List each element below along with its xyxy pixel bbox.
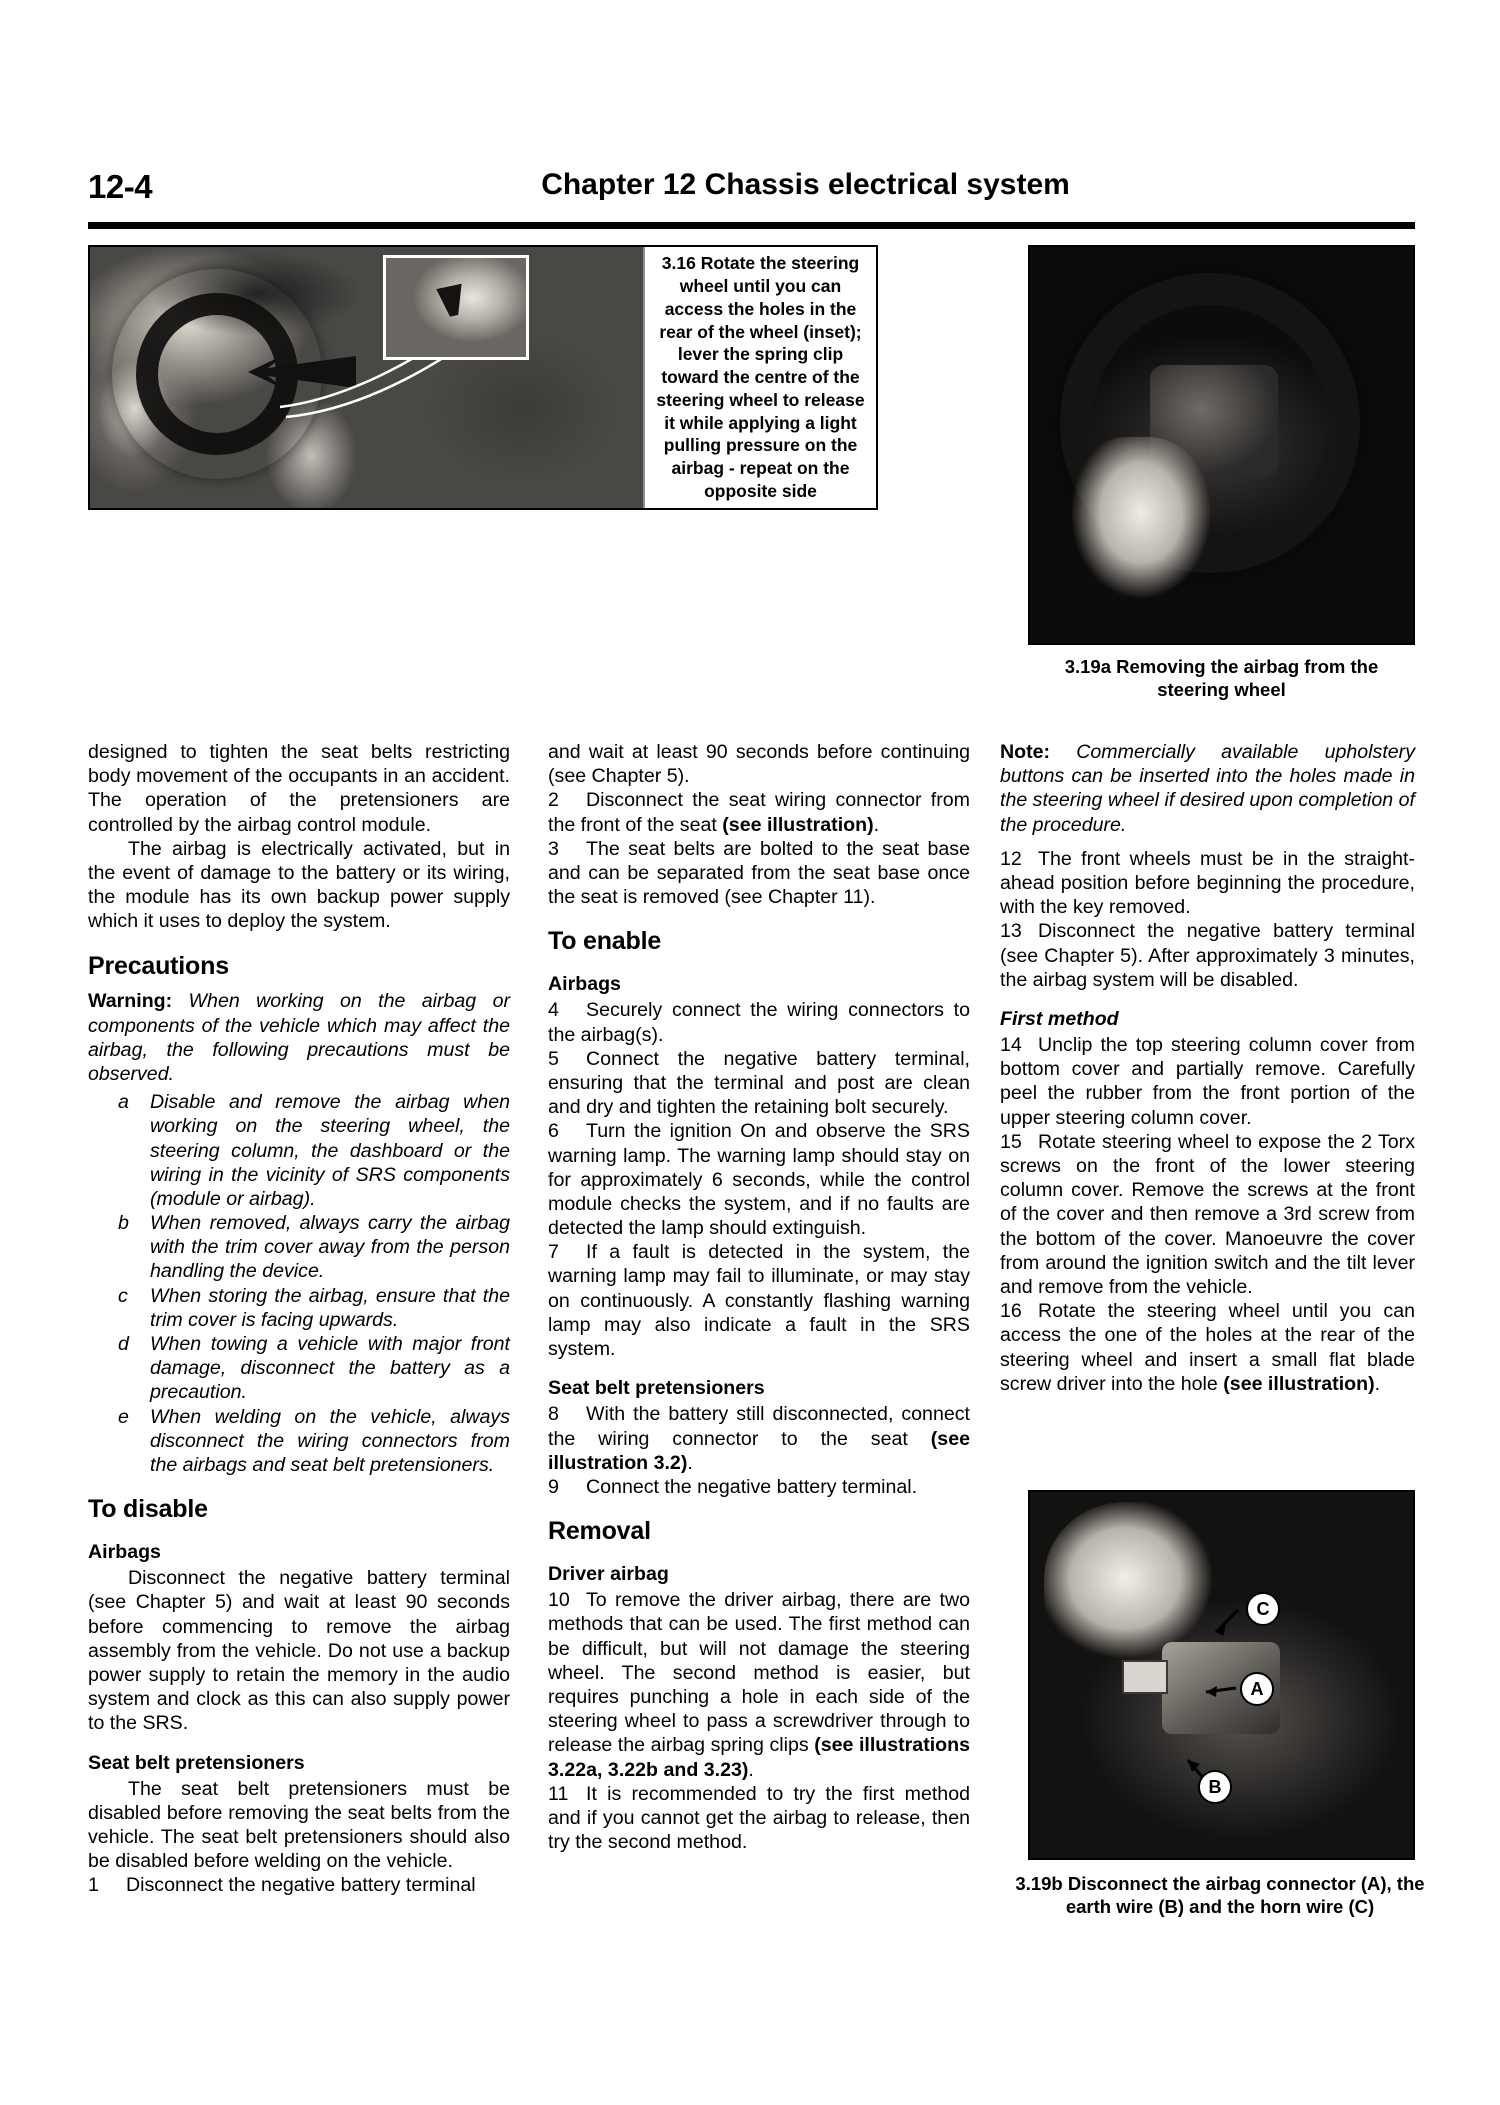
figure-3-19a-photo: [1030, 247, 1413, 643]
step-11: [548, 1782, 970, 1855]
step-2-text: Disconnect the seat wiring connector from the front of the seat: [548, 789, 970, 836]
paragraph-pretensioners-disable: The seat belt pretensioners must be disabled before removing the seat belts from the vehicle. The seat belt pretensioners should also be disabled before welding on the vehicle.: [88, 1777, 510, 1873]
step-10-bold-ref: (see illustrations 3.22a, 3.22b and 3.23): [548, 1734, 970, 1781]
step-6-text: Turn the ignition On and observe the SRS warning lamp. The warning lamp should stay on for approximately 6 seconds, while the control module checks the system, and if no faults are detected the lamp should extinguish.: [548, 1120, 970, 1240]
heading-pretensioners-enable: Seat belt pretensioners: [548, 1377, 765, 1400]
precaution-text-d: When towing a vehicle with major front damage, disconnect the battery as a precaution.: [150, 1333, 510, 1404]
step-11-text: It is recommended to try the first method and if you cannot get the airbag to release, then try the second method.: [548, 1782, 970, 1854]
step-9-number: 9: [548, 1475, 559, 1498]
step-7-number: 7: [548, 1241, 559, 1264]
step-13-number: 13: [1000, 920, 1022, 943]
precaution-item-c: [88, 1284, 510, 1332]
text-column-2: [548, 740, 970, 1854]
step-3: [548, 837, 970, 910]
heading-airbags-enable: Airbags: [548, 973, 621, 996]
note-label: Note:: [1000, 741, 1051, 763]
step-15: [1000, 1130, 1415, 1299]
step-14-number: 14: [1000, 1034, 1022, 1057]
step-11-number: 11: [548, 1782, 569, 1805]
step-10: [548, 1588, 970, 1782]
step-6: [548, 1119, 970, 1240]
step-12: [1000, 847, 1415, 920]
figure-3-16-photo: [90, 247, 643, 508]
precaution-letter-a: a: [118, 1091, 129, 1114]
step-16-tail: .: [1374, 1372, 1381, 1395]
text-column-3: [1000, 740, 1415, 1396]
figure-3-16-caption-area: [645, 247, 876, 508]
figure-3-19b: [1028, 1490, 1415, 1860]
marker-b: B: [1198, 1770, 1232, 1804]
figure-3-19b-caption: 3.19b Disconnect the airbag connector (A), the earth wire (B) and the horn wire (C): [1015, 1873, 1425, 1918]
step-6-number: 6: [548, 1120, 559, 1143]
step-10-text: To remove the driver airbag, there are two methods that can be used. The first method can be difficult, but will not damage the steering wheel. The second method is easier, but requires punching a hole in each side of the steering wheel to pass a screwdriver through to release the airbag spring clips: [548, 1589, 970, 1757]
heading-removal: Removal: [548, 1517, 651, 1546]
step-1-text: Disconnect the negative battery terminal: [126, 1874, 476, 1897]
step-5: [548, 1047, 970, 1120]
heading-first-method: First method: [1000, 1007, 1119, 1030]
step-4-number: 4: [548, 999, 559, 1022]
step-16-text: Rotate the steering wheel until you can access the one of the holes at the rear of the steering wheel and insert a small flat blade screw driver into the hole: [1000, 1300, 1415, 1395]
step-5-number: 5: [548, 1047, 559, 1070]
page-header: [88, 168, 1413, 218]
step-13: [1000, 919, 1415, 992]
page-title: Chapter 12 Chassis electrical system: [541, 168, 1070, 201]
precaution-item-e: [88, 1405, 510, 1478]
precaution-item-d: [88, 1332, 510, 1405]
step-9-text: Connect the negative battery terminal.: [586, 1475, 918, 1498]
step-16: [1000, 1299, 1415, 1396]
precaution-text-e: When welding on the vehicle, always disconnect the wiring connectors from the airbags and seat belt pretensioners.: [150, 1405, 510, 1476]
step-7: [548, 1240, 970, 1361]
figure-3-16: [88, 245, 878, 510]
marker-leader-lines: [1030, 1492, 1415, 1858]
page-number: 12-4: [88, 168, 153, 205]
step-14-text: Unclip the top steering column cover from bottom cover and partially remove. Carefully peel the rubber from the front portion of the upper steering column cover.: [1000, 1034, 1415, 1129]
paragraph-airbags-disable: Disconnect the negative battery terminal (see Chapter 5) and wait at least 90 seconds before commencing to remove the airbag assembly from the vehicle. Do not use a backup power supply to retain the memory in the audio system and clock as this can also supply power to the SRS.: [88, 1567, 510, 1735]
precaution-letter-b: b: [118, 1212, 129, 1235]
step-8: [548, 1402, 970, 1475]
step-7-text: If a fault is detected in the system, the warning lamp may fail to illuminate, or may stay on continuously. A constantly flashing warning lamp may also indicate a fault in the SRS system.: [548, 1241, 970, 1360]
note-text: Commercially available upholstery buttons can be inserted into the holes made in the steering wheel if desired upon completion of the procedure.: [1000, 741, 1415, 836]
step-3-number: 3: [548, 837, 559, 860]
step-5-text: Connect the negative battery terminal, ensuring that the terminal and post are clean and dry and tighten the retaining bolt securely.: [548, 1047, 970, 1119]
paragraph-airbag-electrical: The airbag is electrically activated, but in the event of damage to the battery or its wiring, the module has its own backup power supply which it uses to deploy the system.: [88, 837, 510, 933]
precaution-letter-d: d: [118, 1333, 129, 1355]
step-12-number: 12: [1000, 847, 1022, 870]
paragraph-continued-2: and wait at least 90 seconds before continuing (see Chapter 5).: [548, 741, 970, 788]
marker-a: A: [1240, 1672, 1274, 1706]
step-15-number: 15: [1000, 1130, 1022, 1153]
step-2: [548, 788, 970, 836]
heading-driver-airbag: Driver airbag: [548, 1563, 669, 1585]
precaution-text-a: Disable and remove the airbag when working on the steering wheel, the steering column, the dashboard or the wiring in the vicinity of SRS components (module or airbag).: [150, 1091, 510, 1210]
header-divider: [88, 222, 1415, 229]
precaution-text-c: When storing the airbag, ensure that the trim cover is facing upwards.: [150, 1284, 510, 1331]
precaution-item-b: [88, 1211, 510, 1284]
figure-3-16-caption: 3.16 Rotate the steering wheel until you can access the holes in the rear of the wheel (inset); lever the spring clip toward the centre of the steering wheel to release it while applying a light pulling pressure on the airbag - repeat on the opposite side: [656, 253, 865, 501]
step-10-number: 10: [548, 1589, 570, 1612]
step-1: [88, 1873, 510, 1897]
step-2-bold-ref: (see illustration): [722, 813, 874, 836]
precaution-letter-e: e: [118, 1405, 129, 1428]
step-12-text: The front wheels must be in the straight-ahead position before beginning the procedure, with the key removed.: [1000, 847, 1415, 919]
step-1-number: 1: [88, 1874, 99, 1897]
heading-pretensioners-disable: Seat belt pretensioners: [88, 1751, 305, 1774]
marker-c: C: [1246, 1592, 1280, 1626]
step-16-number: 16: [1000, 1300, 1022, 1323]
step-14: [1000, 1033, 1415, 1130]
step-2-number: 2: [548, 789, 559, 812]
figure-3-19b-photo: [1030, 1492, 1413, 1858]
step-9: [548, 1475, 970, 1499]
warning-label: Warning:: [88, 990, 173, 1013]
step-10-tail: .: [748, 1758, 754, 1781]
figure-3-16-inset-photo: [383, 255, 529, 360]
step-3-text: The seat belts are bolted to the seat base and can be separated from the seat base once the seat is removed (see Chapter 11).: [548, 837, 970, 909]
hand-shape: [1066, 437, 1216, 627]
step-8-tail: .: [687, 1451, 693, 1474]
step-4: [548, 998, 970, 1046]
step-13-text: Disconnect the negative battery terminal (see Chapter 5). After approximately 3 minutes, the airbag system will be disabled.: [1000, 920, 1415, 991]
precaution-item-a: [88, 1090, 510, 1211]
heading-precautions: Precautions: [88, 951, 229, 980]
step-2-tail: .: [873, 813, 880, 836]
step-8-bold-ref: (see illustration 3.2): [548, 1427, 970, 1474]
precaution-letter-c: c: [118, 1284, 128, 1307]
figure-3-19a-caption: 3.19a Removing the airbag from the steering wheel: [1064, 656, 1379, 701]
step-4-text: Securely connect the wiring connectors to the airbag(s).: [548, 999, 970, 1046]
warning-text: When working on the airbag or components of the vehicle which may affect the airbag, the following precautions must be observed.: [88, 990, 510, 1085]
note-paragraph: [1000, 740, 1415, 837]
figure-3-19a: [1028, 245, 1415, 645]
heading-to-enable: To enable: [548, 927, 662, 956]
heading-to-disable: To disable: [88, 1495, 208, 1524]
heading-airbags-disable: Airbags: [88, 1541, 161, 1563]
text-column-1: [88, 740, 510, 1898]
step-8-number: 8: [548, 1403, 559, 1426]
step-8-text: With the battery still disconnected, connect the wiring connector to the seat: [548, 1403, 970, 1450]
step-16-bold-ref: (see illustration): [1223, 1372, 1375, 1395]
paragraph-continued: designed to tighten the seat belts restricting body movement of the occupants in an accident. The operation of the pretensioners are controlled by the airbag control module.: [88, 741, 510, 836]
precaution-text-b: When removed, always carry the airbag with the trim cover away from the person handling the device.: [150, 1212, 510, 1283]
step-15-text: Rotate steering wheel to expose the 2 Torx screws on the front of the lower steering column cover. Remove the screws at the front of the cover and then remove a 3rd screw from the bottom of the cover. Manoeuvre the cover from around the ignition switch and the tilt lever and remove from the vehicle.: [1000, 1130, 1415, 1298]
warning-paragraph: [88, 989, 510, 1086]
